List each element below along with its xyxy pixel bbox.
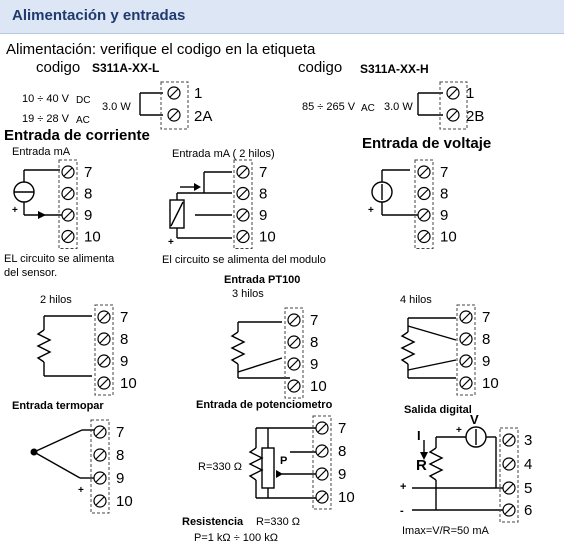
terminal-block-voltage bbox=[415, 160, 457, 249]
digital-term-5: 5 bbox=[524, 480, 533, 497]
terminal-label-10: 10 bbox=[84, 228, 101, 246]
range-dc-sub: DC bbox=[76, 95, 91, 106]
power-rating-left: 3.0 W bbox=[102, 101, 131, 113]
current-left-plus: + bbox=[12, 205, 18, 216]
range-ac: 19 ÷ 28 V bbox=[22, 113, 70, 125]
terminal-label-7: 7 bbox=[310, 312, 319, 329]
terminal-block-pt100-3 bbox=[285, 308, 327, 398]
terminal-label-7: 7 bbox=[338, 420, 347, 437]
terminal-label-9: 9 bbox=[259, 207, 268, 224]
digital-term-3: 3 bbox=[524, 432, 533, 449]
digital-imax: Imax=V/R=50 mA bbox=[402, 525, 489, 537]
pt100-three-wire: 3 hilos bbox=[232, 288, 264, 300]
current-input-title: Entrada de corriente bbox=[4, 127, 150, 144]
voltage-input-diagram bbox=[368, 170, 420, 216]
terminal-block-thermocouple bbox=[91, 420, 133, 513]
current-left-label: Entrada mA bbox=[12, 146, 71, 158]
terminal-label-8: 8 bbox=[84, 185, 93, 203]
terminal-label-8: 8 bbox=[116, 447, 125, 464]
terminal-label-7: 7 bbox=[120, 309, 129, 326]
pot-resistor-label: R=330 Ω bbox=[198, 461, 242, 473]
thermocouple-diagram bbox=[31, 430, 97, 496]
current-right-plus: + bbox=[168, 237, 174, 248]
terminal-block-current-left bbox=[59, 160, 101, 249]
voltage-plus: + bbox=[368, 205, 374, 216]
terminal-label-8: 8 bbox=[120, 331, 129, 348]
terminal-label-10: 10 bbox=[310, 378, 327, 395]
pt100-four-wire: 4 hilos bbox=[400, 294, 432, 306]
terminal-label-8: 8 bbox=[440, 185, 449, 203]
terminal-label-9: 9 bbox=[310, 356, 319, 373]
voltage-input-title: Entrada de voltaje bbox=[362, 135, 492, 152]
pt100-title: Entrada PT100 bbox=[224, 274, 301, 286]
terminal-label-10: 10 bbox=[116, 493, 133, 510]
pt100-two-wire-diagram bbox=[38, 316, 92, 376]
code-label-right: codigo bbox=[298, 59, 343, 76]
range-ac-sub: AC bbox=[76, 115, 90, 126]
terminal-block-current-right bbox=[234, 160, 276, 249]
digital-plus-meter: + bbox=[456, 425, 462, 436]
digital-term-4: 4 bbox=[524, 456, 533, 473]
terminal-blocks bbox=[59, 160, 499, 513]
pt100-two-wire: 2 hilos bbox=[40, 294, 72, 306]
potentiometer-diagram bbox=[198, 428, 318, 498]
terminal-label-8: 8 bbox=[338, 443, 347, 460]
power-rating-right: 3.0 W bbox=[384, 101, 413, 113]
terminal-label-7: 7 bbox=[259, 164, 268, 181]
terminal-label-10: 10 bbox=[259, 228, 276, 246]
terminal-label-9: 9 bbox=[338, 466, 347, 483]
digital-current-label: I bbox=[417, 428, 421, 443]
terminal-label-9: 9 bbox=[482, 353, 491, 370]
resistance-title: Resistencia bbox=[182, 516, 244, 528]
current-right-note: El circuito se alimenta del modulo bbox=[162, 254, 326, 266]
terminal-label-7: 7 bbox=[482, 309, 491, 326]
code-label-left: codigo bbox=[36, 59, 81, 76]
current-left-note-1: EL circuito se alimenta bbox=[4, 253, 115, 265]
terminal-label-8: 8 bbox=[259, 185, 268, 203]
terminal-label-9: 9 bbox=[84, 207, 93, 224]
power-term-1-left: 1 bbox=[194, 85, 203, 102]
power-intro: Alimentación: verifique el codigo en la etiqueta bbox=[6, 41, 316, 58]
terminal-label-7: 7 bbox=[116, 424, 125, 441]
terminal-label-10: 10 bbox=[338, 489, 355, 506]
pt100-three-wire-diagram bbox=[232, 322, 290, 378]
digital-minus: - bbox=[400, 505, 404, 517]
pot-wiper-label: P bbox=[280, 455, 288, 467]
terminal-block-pt100-4 bbox=[457, 305, 499, 395]
resistance-value: R=330 Ω bbox=[256, 516, 300, 528]
range-ac-high-sub: AC bbox=[361, 103, 375, 114]
terminal-label-7: 7 bbox=[84, 164, 93, 181]
digital-plus: + bbox=[400, 481, 407, 493]
digital-term-6: 6 bbox=[524, 502, 533, 519]
range-dc: 10 ÷ 40 V bbox=[22, 93, 70, 105]
power-terminal-right bbox=[302, 82, 484, 129]
current-input-right-diagram bbox=[168, 172, 232, 248]
digital-output-diagram bbox=[400, 412, 532, 522]
terminal-label-10: 10 bbox=[440, 228, 457, 246]
power-term-1-right: 1 bbox=[466, 85, 475, 102]
current-input-left-diagram bbox=[12, 170, 64, 219]
terminal-label-10: 10 bbox=[482, 375, 499, 392]
code-left: S311A-XX-L bbox=[92, 61, 160, 75]
power-term-2-left: 2A bbox=[194, 108, 213, 125]
thermocouple-title: Entrada termopar bbox=[12, 400, 104, 412]
thermocouple-plus: + bbox=[78, 485, 84, 496]
section-title: Alimentación y entradas bbox=[12, 7, 186, 24]
digital-voltage-label: V bbox=[470, 412, 479, 427]
terminal-label-9: 9 bbox=[116, 470, 125, 487]
terminal-label-9: 9 bbox=[120, 353, 129, 370]
power-terminal-left bbox=[22, 82, 212, 129]
current-right-label: Entrada mA ( 2 hilos) bbox=[172, 148, 275, 160]
digital-resistor-label: R bbox=[416, 457, 427, 474]
terminal-label-10: 10 bbox=[120, 375, 137, 392]
code-right: S311A-XX-H bbox=[360, 62, 429, 76]
current-left-note-2: del sensor. bbox=[4, 267, 58, 279]
terminal-label-8: 8 bbox=[482, 331, 491, 348]
potentiometer-title: Entrada de potenciometro bbox=[196, 399, 333, 411]
terminal-block-potentiometer bbox=[313, 416, 355, 509]
terminal-block-pt100-2 bbox=[95, 305, 137, 395]
power-term-2-right: 2B bbox=[466, 108, 485, 125]
terminal-label-7: 7 bbox=[440, 164, 449, 181]
pt100-four-wire-diagram bbox=[402, 318, 456, 378]
digital-output-title: Salida digital bbox=[404, 404, 472, 416]
resistance-range: P=1 kΩ ÷ 100 kΩ bbox=[194, 532, 278, 544]
range-ac-high: 85 ÷ 265 V bbox=[302, 101, 356, 113]
terminal-label-9: 9 bbox=[440, 207, 449, 224]
terminal-label-8: 8 bbox=[310, 334, 319, 351]
